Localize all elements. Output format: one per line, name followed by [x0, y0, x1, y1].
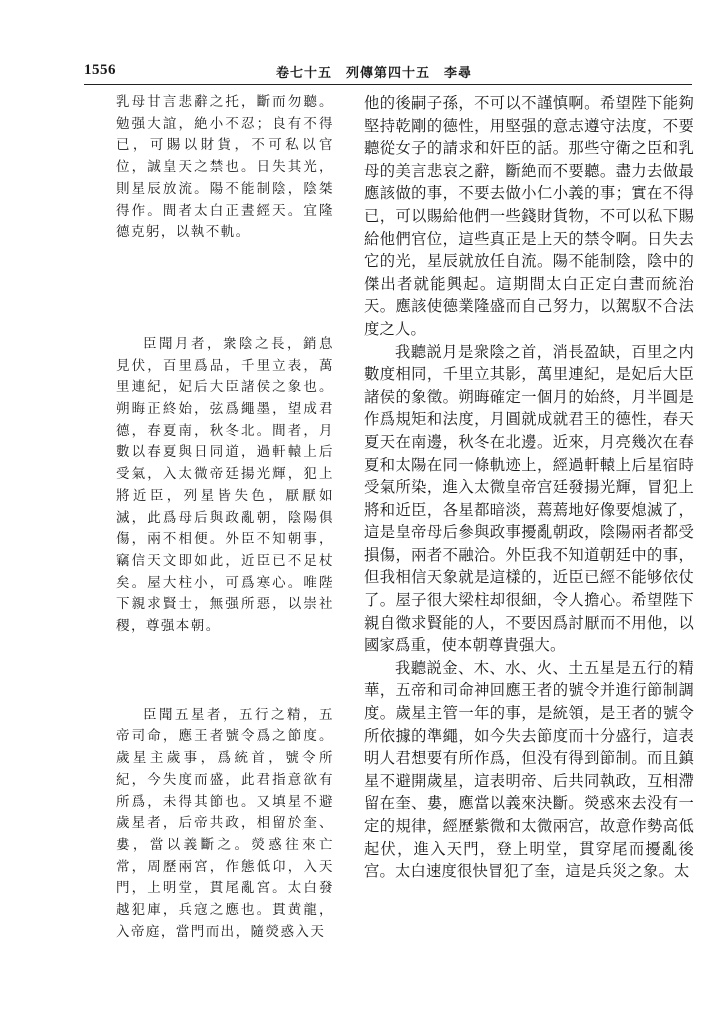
original-paragraph: 乳母甘言悲辭之托，斷而勿聽。勉强大誼，絶小不忍；良有不得已，可賜以財貨，不可私以官位，誠皇天之禁也。日失其光，則星辰放流。陽不能制陰，陰桀得作。間者太白正晝經天。宜隆德克躬，以執不軌。	[116, 94, 334, 241]
running-head: 卷七十五 列傳第四十五 李尋	[276, 66, 473, 81]
original-text-column	[116, 92, 334, 1011]
translation-column	[364, 92, 694, 883]
page-number: 1556	[84, 62, 116, 78]
translation-paragraph: 他的後嗣子孫，不可以不謹慎啊。希望陛下能夠堅持乾剛的德性，用堅强的意志遵守法度，不要聽從女子的請求和奸臣的話。那些守衛之臣和乳母的美言悲哀之辭，斷絶而不要聽。盡力去做最應該做的事，不要去做小仁小義的事；實在不得已，可以賜給他們一些錢財貨物，不可以私下賜給他們官位，這些真正是上天的禁令啊。日失去它的光，星辰就放任自流。陽不能制陰，陰中的傑出者就能興起。這期間太白正定白晝而統治天。應該使德業隆盛而自己努力，以駕馭不合法度之人。	[364, 94, 694, 338]
original-paragraph: 臣聞五星者，五行之精，五帝司命，應王者號令爲之節度。歲星主歲事，爲統首，號令所紀，今失度而盛，此君指意欲有所爲，未得其節也。又填星不避歲星者，后帝共政，相留於奎、婁，當以義斷之。熒惑往來亡常，周歷兩宮，作態低卬，入天門，上明堂，貫尾亂宮。太白發越犯庫，兵寇之應也。貫黄龍，入帝庭，當門而出，隨熒惑入天	[116, 706, 334, 940]
original-paragraph: 臣聞月者，衆陰之長，銷息見伏，百里爲品，千里立表，萬里連紀，妃后大臣諸侯之象也。朔晦正終始，弦爲繩墨，望成君德，春夏南，秋冬北。間者，月數以春夏與日同道，過軒轅上后受氣，入太微帝廷揚光輝，犯上將近臣，列星皆失色，厭厭如滅，此爲母后與政亂朝，陰陽俱傷，兩不相便。外臣不知朝事，竊信天文即如此，近臣已不足杖矣。屋大柱小，可爲寒心。唯陛下親求賢士，無强所惡，以崇社稷，尊强本朝。	[116, 335, 334, 635]
translation-paragraph: 我聽説金、木、水、火、土五星是五行的精華，五帝和司命神回應王者的號令并進行節制調度。歲星主管一年的事，是統領，是王者的號令所依據的準繩，如今失去節度而十分盛行，這表明人君想要有所作爲，但没有得到節制。而且鎮星不避開歲星，這表明帝、后共同執政，互相滯留在奎、婁，應當以義來決斷。熒惑來去没有一定的規律，經歷紫微和太微兩宫，故意作勢高低起伏，進入天門，登上明堂，貫穿尾而擾亂後宫。太白速度很快冒犯了奎，這是兵災之象。太	[364, 658, 694, 881]
translation-paragraph: 我聽説月是衆陰之首，消長盈缺，百里之内數度相同，千里立其影，萬里連紀，是妃后大臣諸侯的象徵。朔晦確定一個月的始終，月半圓是作爲規矩和法度，月圓就成就君王的德性，春天夏天在南邊，秋冬在北邊。近來，月亮幾次在春夏和太陽在同一條軌迹上，經過軒轅上后星宿時受氣所染，進入太微皇帝宫廷發揚光輝，冒犯上將和近臣，各星都暗淡，蔫蔫地好像要熄滅了，這是皇帝母后參與政事擾亂朝政，陰陽兩者都受損傷，兩者不融洽。外臣我不知道朝廷中的事，但我相信天象就是這樣的，近臣已經不能够依仗了。屋子很大梁柱却很細，令人擔心。希望陛下親自徵求賢能的人，不要因爲討厭而不用他，以國家爲重，使本朝尊貴强大。	[364, 342, 694, 655]
header-rule	[84, 84, 692, 85]
